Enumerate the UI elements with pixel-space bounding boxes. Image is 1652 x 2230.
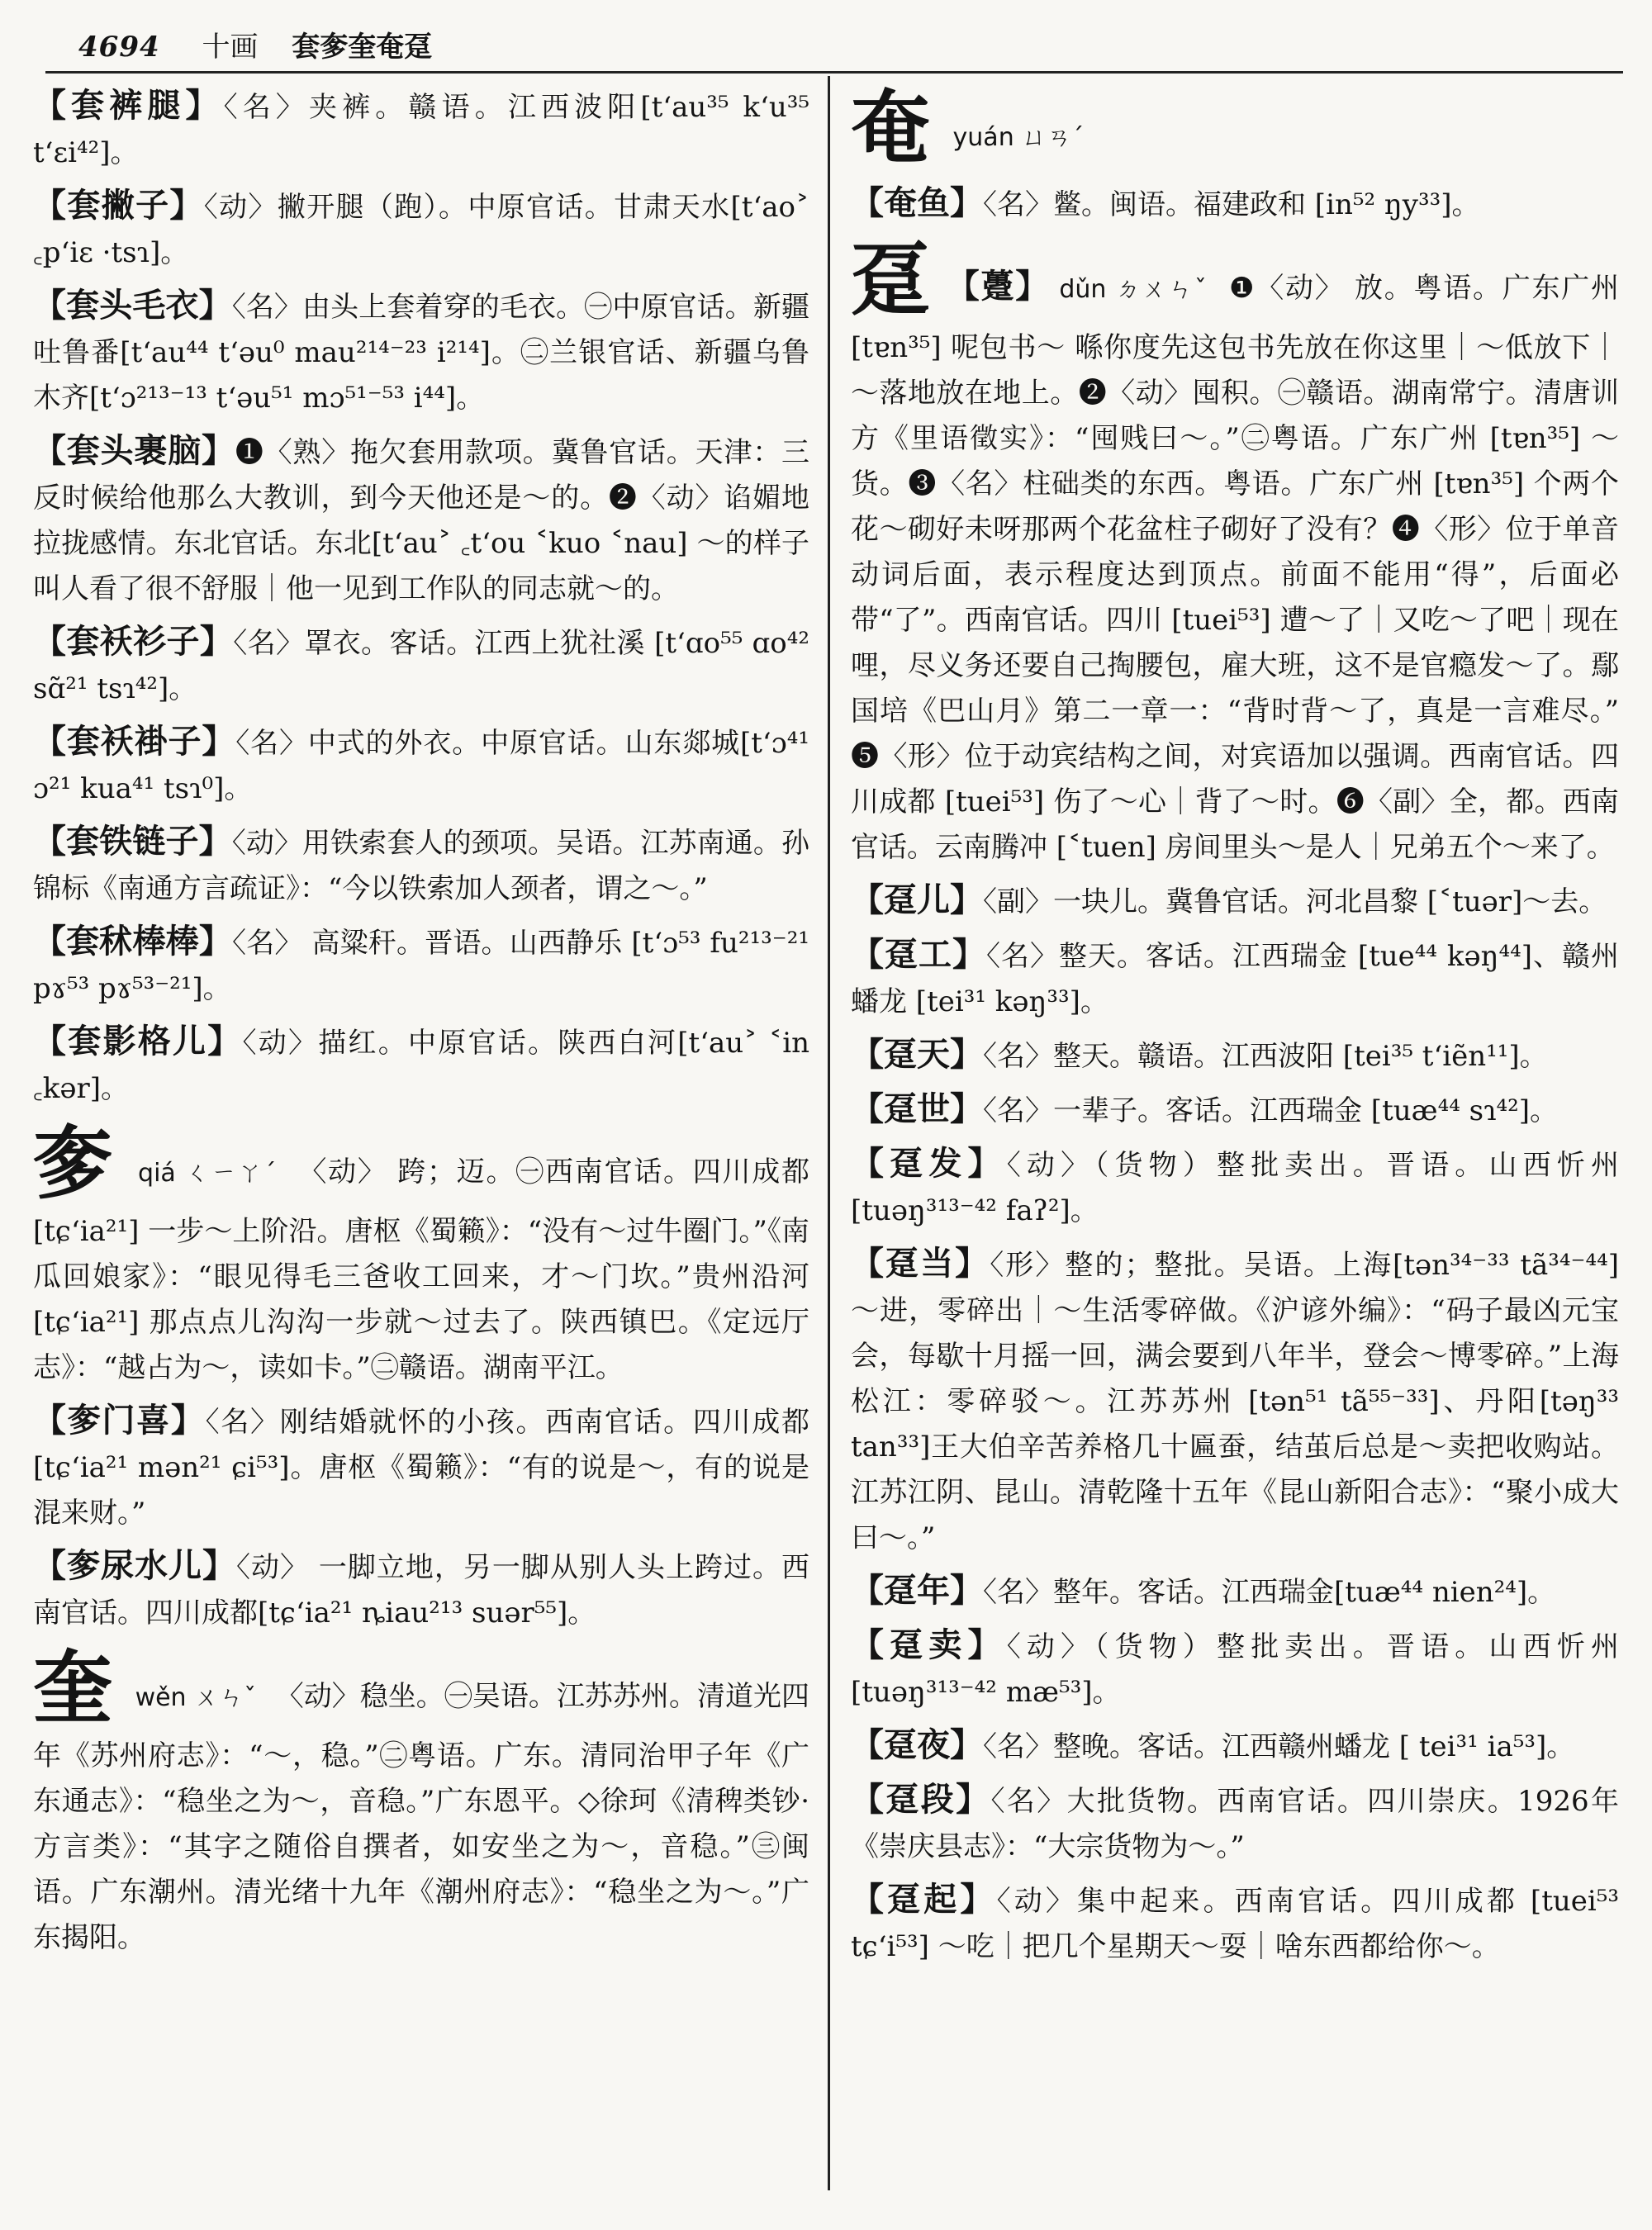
dictionary-entry (33, 282, 809, 421)
entry-headword: 【套撇子】 (33, 186, 204, 225)
entry-headword: 【趸年】 (851, 1571, 983, 1610)
character-entry (33, 1643, 809, 1961)
dictionary-entry (851, 1777, 1619, 1870)
character-pronunciation: dǔn ㄉㄨㄣˇ (1050, 275, 1218, 304)
entry-headword: 【套头裹脑】 (33, 431, 235, 470)
entry-definition: ❶〈熟〉拖欠套用款项。冀鲁官话。天津：三反时候给他那么大教训，到今天他还是～的。❷〈动〉谄媚地拉拢感情。东北官话。东北[t‘au˃ ꜀t‘ou ˂kuo ˂nau] ～的样子叫人看了很不舒服｜他一见到工作队的同志就～的。 (33, 436, 810, 605)
entry-headword: 【套袄褂子】 (33, 722, 236, 761)
entry-definition: 〈名〉整年。客话。江西瑞金[tuæ⁴⁴ nien²⁴]。 (983, 1576, 1556, 1609)
entry-headword: 【趸工】 (851, 935, 987, 974)
page-number: 4694 (78, 31, 160, 64)
entry-definition: 〈动〉集中起来。西南官话。四川成都 [tuei⁵³ tɕ‘i⁵³] ～吃｜把几个星期天～耍｜啥东西都给你～。 (851, 1885, 1620, 1963)
dictionary-entry (33, 1543, 809, 1636)
dictionary-entry (33, 1397, 809, 1536)
right-column (851, 83, 1619, 1976)
entry-headword: 【套秫棒棒】 (33, 922, 233, 961)
entry-headword: 【趸发】 (851, 1144, 1007, 1183)
character-entry (851, 235, 1619, 871)
character-pronunciation: qiá ㄑㄧㄚˊ (128, 1159, 287, 1188)
dictionary-entry (851, 1722, 1619, 1770)
character-pronunciation: yuán ㄩㄢˊ (945, 123, 1085, 152)
entry-definition: 〈动〉 一脚立地，另一脚从别人头上跨过。西南官话。四川成都[tɕ‘ia²¹ ȵiau²¹³ suər⁵⁵]。 (33, 1551, 809, 1630)
entry-definition: 〈名〉整天。客话。江西瑞金 [tue⁴⁴ kəŋ⁴⁴]、赣州蟠龙 [tei³¹ kəŋ³³]。 (851, 940, 1620, 1018)
dictionary-entry (851, 1877, 1619, 1970)
entry-definition: 〈名〉罩衣。客话。江西上犹社溪 [t‘ɑo⁵⁵ ɑo⁴² sɑ̃²¹ tsɿ⁴²]。 (33, 627, 810, 705)
dictionary-entry (33, 83, 809, 176)
dictionary-entry (851, 1086, 1619, 1134)
entry-headword: 【趸儿】 (851, 880, 983, 919)
entry-definition: 〈名〉由头上套着穿的毛衣。㊀中原官话。新疆吐鲁番[t‘au⁴⁴ t‘əu⁰ mau²¹⁴⁻²³ i²¹⁴]。㊁兰银官话、新疆乌鲁木齐[t‘ɔ²¹³⁻¹³ t‘əu⁵¹ mɔ⁵¹⁻⁵³ i⁴⁴]。 (33, 291, 810, 415)
entry-headword: 【套袄衫子】 (33, 622, 234, 661)
head-character: 奎 (33, 1641, 113, 1734)
dictionary-entry (33, 1018, 809, 1112)
dictionary-entry (33, 918, 809, 1012)
dictionary-entry (851, 180, 1619, 228)
entry-headword: 【趸世】 (851, 1089, 983, 1128)
dictionary-entry (851, 1568, 1619, 1616)
entry-definition: 〈名〉整天。赣语。江西波阳 [tei³⁵ t‘iẽn¹¹]。 (983, 1040, 1548, 1073)
entry-headword: 【趸当】 (851, 1244, 990, 1283)
entry-headword: 【趸天】 (851, 1035, 983, 1074)
entry-headword: 【套头毛衣】 (33, 286, 232, 325)
stroke-section: 十画 (202, 31, 259, 64)
dictionary-entry (851, 1032, 1619, 1079)
entry-headword: 【躉】 (946, 267, 1051, 306)
entry-definition: 〈名〉一辈子。客话。江西瑞金 [tuæ⁴⁴ sɿ⁴²]。 (983, 1094, 1559, 1127)
entry-headword: 【套影格儿】 (33, 1022, 243, 1060)
entry-definition: 〈名〉夹裤。赣语。江西波阳[t‘au³⁵ k‘u³⁵ t‘ɛi⁴²]。 (33, 91, 810, 169)
header-rule (45, 71, 1623, 74)
entry-definition: 〈名〉整晚。客话。江西赣州蟠龙 [ tei³¹ ia⁵³]。 (983, 1730, 1575, 1763)
dictionary-entry (33, 719, 809, 812)
head-character: 奓 (33, 1117, 114, 1210)
dictionary-entry (851, 1622, 1619, 1715)
entry-definition: 〈动〉撇开腿（跑）。中原官话。甘肃天水[t‘ao˃ ꜀p‘iɛ ·tsɿ]。 (33, 191, 809, 269)
page-header (78, 26, 1623, 68)
entry-headword: 【奄鱼】 (851, 183, 983, 222)
entry-headword: 【趸起】 (851, 1880, 997, 1919)
dictionary-entry (33, 428, 809, 612)
entry-headword: 【奓尿水儿】 (33, 1546, 237, 1585)
entry-definition: 〈动〉描红。中原官话。陕西白河[t‘au˃ ˂in ꜀kər]。 (33, 1027, 810, 1105)
entry-definition: 〈名〉大批货物。西南官话。四川崇庆。1926年《崇庆县志》：“大宗货物为～。” (851, 1785, 1620, 1863)
entry-headword: 【套铁链子】 (33, 822, 232, 861)
entry-headword: 【趸夜】 (851, 1725, 983, 1764)
entry-definition: 〈名〉刚结婚就怀的小孩。西南官话。四川成都 [tɕ‘ia²¹ mən²¹ ɕi⁵³]。唐枢《蜀籁》：“有的说是～，有的说是混来财。” (33, 1406, 810, 1530)
dictionary-entry (33, 619, 809, 712)
entry-definition: 〈动〉 跨；迈。㊀西南官话。四川成都[tɕ‘ia²¹] 一步～上阶沿。唐枢《蜀籁》：“没有～过牛圈门。”《南瓜回娘家》：“眼见得毛三爸收工回来，才～门坎。”贵州沿河 [tɕ‘ia²¹] 那点点儿沟沟一步就～过去了。陕西镇巴。《定远厅志》：“越占为～，读如卡。”㊁赣语。湖南平江。 (33, 1155, 810, 1384)
entry-definition: 〈形〉整的；整批。吴语。上海[tən³⁴⁻³³ tã³⁴⁻⁴⁴] ～进，零碎出｜～生活零碎做。《沪谚外编》：“码子最凶元宝会，每歇十月摇一回，满会要到八年半，登会～博零碎。”上海松江：零碎驳～。江苏苏州 [tən⁵¹ tã⁵⁵⁻³³]、丹阳[təŋ³³ tan³³]王大伯辛苦养格几十匾蚕，结茧后总是～卖把收购站。江苏江阴、昆山。清乾隆十五年《昆山新阳合志》：“聚小成大曰～。” (851, 1249, 1619, 1554)
entry-definition: 〈名〉中式的外衣。中原官话。山东郯城[t‘ɔ⁴¹ ɔ²¹ kua⁴¹ tsɿ⁰]。 (33, 727, 810, 805)
left-column (33, 83, 809, 1967)
entry-definition: 〈动〉稳坐。㊀吴语。江苏苏州。清道光四年《苏州府志》：“～，稳。”㊁粤语。广东。清同治甲子年《广东通志》：“稳坐之为～，音稳。”广东恩平。◇徐珂《清稗类钞·方言类》：“其字之随俗自撰者，如安坐之为～，音稳。”㊂闽语。广东潮州。清光绪十九年《潮州府志》：“稳坐之为～。”广东揭阳。 (33, 1680, 810, 1954)
dictionary-entry (33, 818, 809, 912)
entry-definition: 〈名〉 高粱秆。晋语。山西静乐 [t‘ɔ⁵³ fu²¹³⁻²¹ pɤ⁵³ pɤ⁵³⁻²¹]。 (33, 927, 809, 1005)
page-headwords: 套奓奎奄趸 (292, 31, 433, 64)
head-character: 趸 (851, 233, 932, 326)
entry-definition: 〈动〉用铁索套人的颈项。吴语。江苏南通。孙锦标《南通方言疏证》：“今以铁索加人颈者，谓之～。” (33, 827, 810, 905)
dictionary-entry (851, 932, 1619, 1025)
column-divider (828, 76, 830, 2190)
entry-headword: 【趸卖】 (851, 1625, 1007, 1664)
character-entry (851, 83, 1619, 173)
entry-definition: 〈动〉（货物）整批卖出。晋语。山西忻州 [tuəŋ³¹³⁻⁴² mæ⁵³]。 (851, 1630, 1620, 1709)
entry-headword: 【趸段】 (851, 1780, 991, 1819)
head-character: 奄 (851, 81, 930, 174)
entry-headword: 【奓门喜】 (33, 1401, 206, 1440)
dictionary-entry (33, 183, 809, 276)
dictionary-entry (851, 1141, 1619, 1234)
character-pronunciation: wěn ㄨㄣˇ (127, 1683, 264, 1712)
entry-headword: 【套裤腿】 (33, 86, 224, 125)
entry-definition: 〈动〉（货物）整批卖出。晋语。山西忻州 [tuəŋ³¹³⁻⁴² faʔ²]。 (851, 1149, 1620, 1227)
entry-definition: 〈副〉一块儿。冀鲁官话。河北昌黎 [˂tuər]～去。 (983, 885, 1607, 918)
dictionary-entry (851, 877, 1619, 925)
character-entry (33, 1118, 809, 1391)
entry-definition: ❶〈动〉 放。粤语。广东广州 [tɐn³⁵] 呢包书～ 喺你度先这包书先放在你这里｜～低放下｜～落地放在地上。❷〈动〉囤积。㊀赣语。湖南常宁。清唐训方《里语徵实》：“囤贱曰～。”㊁粤语。广东广州 [tɐn³⁵] ～货。❸〈名〉柱础类的东西。粤语。广东广州 [tɐn³⁵] 个两个花～砌好未呀那两个花盆柱子砌好了没有？❹〈形〉位于单音动词后面，表示程度达到顶点。前面不能用“得”，后面必带“了”。西南官话。四川 [tuei⁵³] 遭～了｜又吃～了吧｜现在哩，尽义务还要自己掏腰包，雇大班，这不是官瘾发～了。鄢国培《巴山月》第二一章一：“背时背～了，真是一言难尽。” ❺〈形〉位于动宾结构之间，对宾语加以强调。西南官话。四川成都 [tuei⁵³] 伤了～心｜背了～时。❻〈副〉全，都。西南官话。云南腾冲 [˂tuen] 房间里头～是人｜兄弟五个～来了。 (851, 272, 1620, 864)
dictionary-entry (851, 1241, 1619, 1561)
entry-definition: 〈名〉鳖。闽语。福建政和 [in⁵² ŋy³³]。 (983, 188, 1480, 221)
